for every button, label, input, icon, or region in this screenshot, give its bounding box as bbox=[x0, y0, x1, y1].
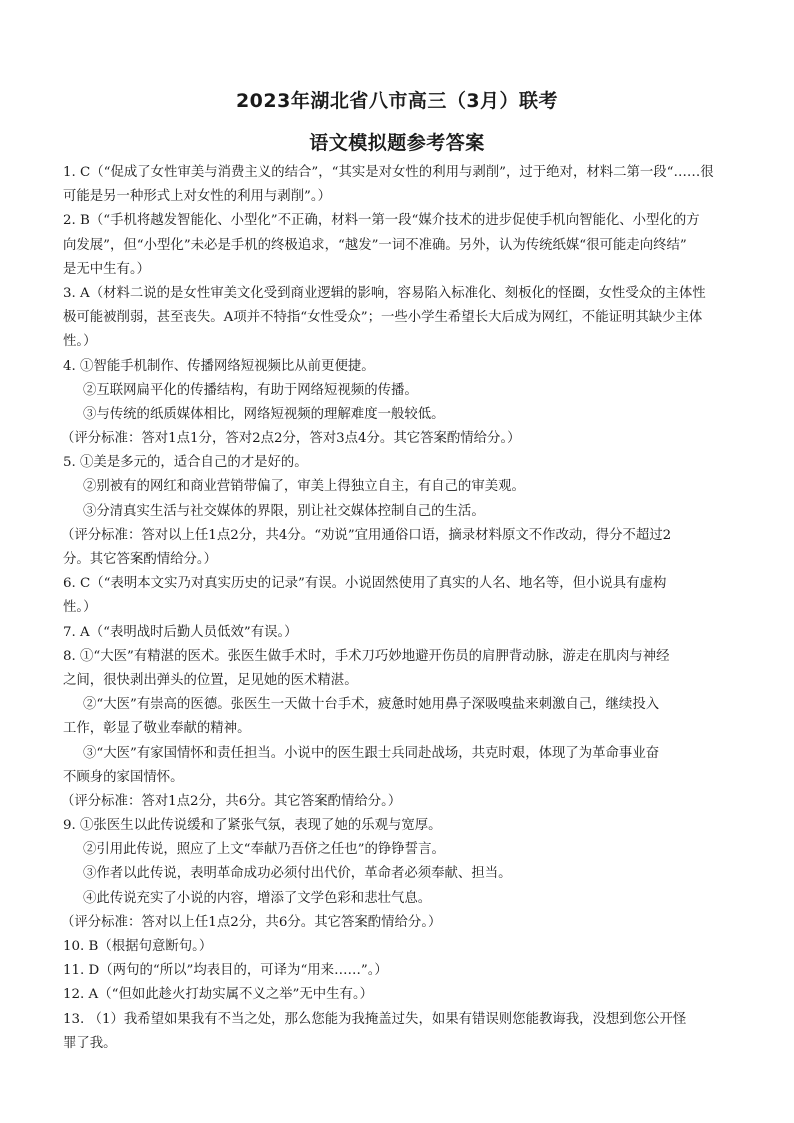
answer-line: 向发展”，但“小型化”未必是手机的终极追求，“越发”一词不准确。另外，认为传统纸媒“很可能走向终结” bbox=[63, 237, 687, 253]
answer-line: 性。） bbox=[63, 600, 97, 616]
answer-line: 极可能被削弱，甚至丧失。A项并不特指“女性受众”；一些小学生希望长大后成为网红，不能证明其缺少主体 bbox=[63, 310, 703, 326]
answer-line: ②互联网扁平化的传播结构，有助于网络短视频的传播。 bbox=[83, 382, 418, 398]
answer-line: ③“大医”有家国情怀和责任担当。小说中的医生跟士兵同赴战场，共克时艰，体现了为革命事业奋 bbox=[83, 745, 660, 761]
answer-line: 8. ①“大医”有精湛的医术。张医生做手术时，手术刀巧妙地避开伤员的肩胛背动脉，游走在肌肉与神经 bbox=[63, 648, 670, 664]
document-subtitle: 语文模拟题参考答案 bbox=[309, 132, 485, 154]
answer-body bbox=[63, 161, 731, 1056]
scoring-note: （评分标准：答对1点2分，共6分。其它答案酌情给分。） bbox=[61, 793, 402, 809]
answer-line: 是无中生有。） bbox=[63, 261, 151, 277]
answer-line: 9. ①张医生以此传说缓和了紧张气氛，表现了她的乐观与宽厚。 bbox=[63, 818, 442, 834]
answer-line: 12. A（“但如此趁火打劫实属不义之举”无中生有。） bbox=[63, 987, 374, 1003]
answer-line: 可能是另一种形式上对女性的利用与剥削”。） bbox=[63, 189, 331, 205]
answer-line: 之间，很快剥出弹头的位置，足见她的医术精湛。 bbox=[63, 672, 358, 688]
answer-line: 罪了我。 bbox=[63, 1035, 117, 1051]
answer-line: 4. ①智能手机制作、传播网络短视频比从前更便捷。 bbox=[63, 358, 375, 374]
answer-line: ③分清真实生活与社交媒体的界限，别让社交媒体控制自己的生活。 bbox=[83, 503, 485, 519]
answer-line: 不顾身的家国情怀。 bbox=[63, 769, 184, 785]
answer-line: ②别被有的网红和商业营销带偏了，审美上得独立自主，有自己的审美观。 bbox=[83, 479, 525, 495]
scoring-note: （评分标准：答对以上任1点2分，共6分。其它答案酌情给分。） bbox=[61, 914, 442, 930]
scoring-note: 分。其它答案酌情给分。） bbox=[63, 552, 217, 567]
scoring-note: （评分标准：答对1点1分，答对2点2分，答对3点4分。其它答案酌情给分。） bbox=[61, 431, 521, 447]
answer-line: 3. A（材料二说的是女性审美文化受到商业逻辑的影响，容易陷入标准化、刻板化的怪圈，女性受众的主体性 bbox=[63, 285, 706, 301]
answer-line: 2. B（“手机将越发智能化、小型化”不正确，材料一第一段“媒介技术的进步促使手机向智能化、小型化的方 bbox=[63, 213, 700, 229]
answer-line: 1. C（“促成了女性审美与消费主义的结合”，“其实是对女性的利用与剥削”，过于绝对，材料二第一段“……很 bbox=[63, 165, 714, 180]
answer-line: ③与传统的纸质媒体相比，网络短视频的理解难度一般较低。 bbox=[83, 406, 445, 422]
answer-line: 性。） bbox=[63, 334, 97, 350]
answer-line: 6. C（“表明本文实乃对真实历史的记录”有误。小说固然使用了真实的人名、地名等，但小说具有虚构 bbox=[63, 576, 667, 592]
answer-line: 7. A（“表明战时后勤人员低效”有误。） bbox=[63, 624, 298, 640]
answer-line: ②“大医”有崇高的医德。张医生一天做十台手术，疲惫时她用鼻子深吸嗅盐来刺激自己，继续投入 bbox=[83, 697, 660, 713]
answer-line: ③作者以此传说，表明革命成功必须付出代价，革命者必须奉献、担当。 bbox=[83, 866, 512, 882]
answer-line: 13. （1）我希望如果我有不当之处，那么您能为我掩盖过失，如果有错误则您能教诲我，没想到您公开怪 bbox=[63, 1011, 687, 1027]
answer-line: ②引用此传说，照应了上文“奉献乃吾侪之任也”的铮铮誓言。 bbox=[83, 842, 445, 858]
answer-line: 11. D（两句的“所以”均表目的，可译为“用来……”。） bbox=[63, 963, 388, 979]
answer-line: ④此传说充实了小说的内容，增添了文学色彩和悲壮气息。 bbox=[83, 890, 432, 906]
answer-line: 工作，彰显了敬业奉献的精神。 bbox=[63, 721, 251, 737]
answer-line: 10. B（根据句意断句。） bbox=[63, 939, 213, 954]
answer-line: 5. ①美是多元的，适合自己的才是好的。 bbox=[63, 455, 308, 471]
scoring-note: （评分标准：答对以上任1点2分，共4分。“劝说”宜用通俗口语，摘录材料原文不作改动，得分不超过2 bbox=[61, 527, 672, 543]
document-title: 2023年湖北省八市高三（3月）联考 bbox=[235, 90, 559, 112]
